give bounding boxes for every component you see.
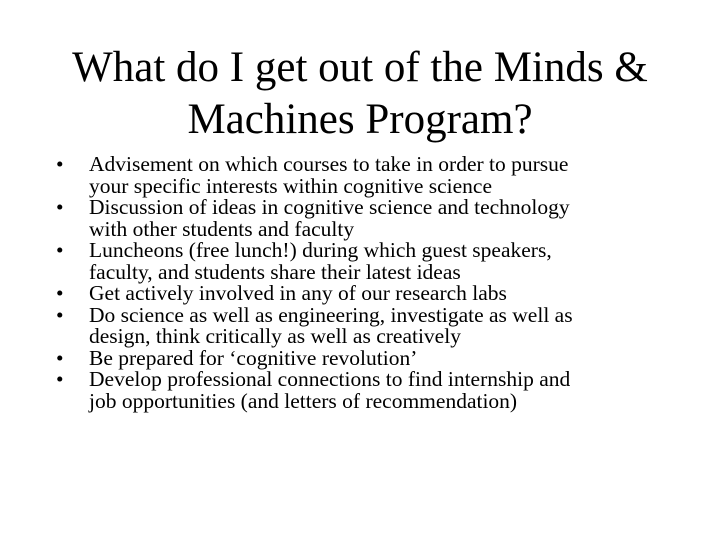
bullet-item: [56, 345, 696, 370]
bullet-text: Luncheons (free lunch!) during which guest speakers,: [89, 238, 552, 262]
bullet-item: [56, 240, 696, 283]
bullet-dot-icon: •: [56, 238, 64, 262]
bullet-dot-icon: •: [56, 195, 64, 219]
slide-title-line: Machines Program?: [187, 96, 533, 143]
bullet-text: Be prepared for ‘cognitive revolution’: [89, 345, 418, 370]
bullet-text: Advisement on which courses to take in order to pursue: [89, 152, 569, 176]
slide-title-line: What do I get out of the Minds &: [72, 44, 648, 91]
bullet-text: with other students and faculty: [89, 216, 355, 241]
bullet-text: Develop professional connections to find internship and: [89, 367, 571, 391]
bullet-item: [56, 197, 696, 240]
bullet-dot-icon: •: [56, 281, 64, 305]
bullet-text: your specific interests within cognitive science: [89, 173, 492, 198]
bullet-item: [56, 154, 696, 197]
bullet-item: [56, 302, 696, 348]
bullet-dot-icon: •: [56, 367, 64, 391]
bullet-text: Do science as well as engineering, investigate as well as: [89, 302, 573, 327]
bullet-text: Get actively involved in any of our research labs: [89, 281, 507, 305]
bullet-text: faculty, and students share their latest ideas: [89, 259, 461, 284]
bullet-text: job opportunities (and letters of recommendation): [89, 388, 518, 413]
bullet-item: [56, 369, 696, 412]
bullet-list: [56, 154, 696, 412]
bullet-dot-icon: •: [56, 302, 64, 327]
bullet-text: Discussion of ideas in cognitive science and technology: [89, 195, 570, 219]
bullet-dot-icon: •: [56, 152, 64, 176]
bullet-item: [56, 283, 696, 305]
slide-title: [20, 42, 700, 146]
bullet-dot-icon: •: [56, 345, 64, 370]
bullet-text: design, think critically as well as creatively: [89, 324, 461, 348]
